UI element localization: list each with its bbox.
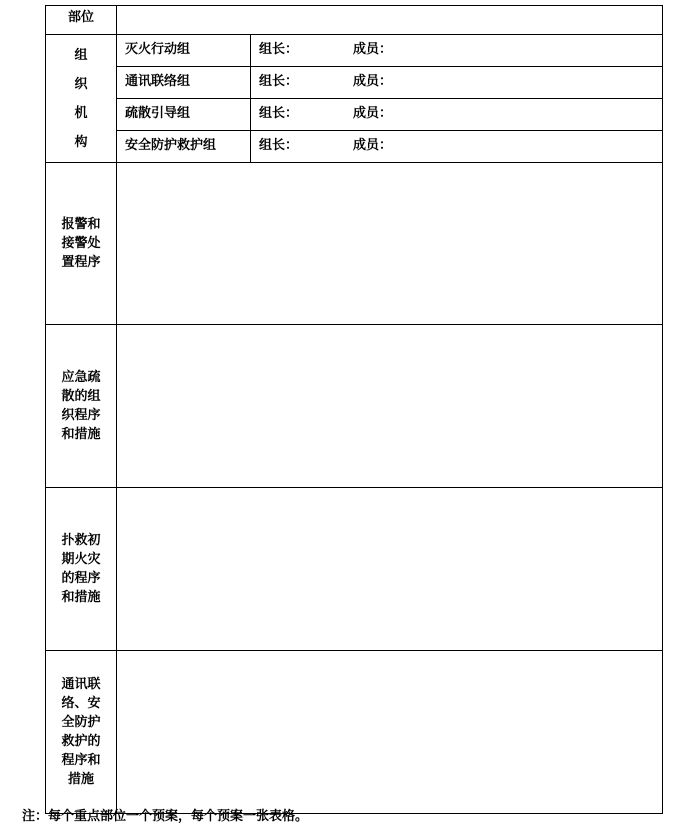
section-label-cell: [46, 488, 117, 651]
organization-row: [46, 35, 663, 163]
leader-label: 组长：: [259, 74, 299, 89]
section-row-evacuation: [46, 325, 663, 488]
member-label: 成员：: [353, 106, 393, 121]
group-leader-member-cell[interactable]: [251, 131, 663, 163]
group-leader-member-cell[interactable]: [251, 67, 663, 99]
member-label: 成员：: [353, 42, 393, 57]
section-label-cell: [46, 163, 117, 325]
section-content-cell[interactable]: [117, 163, 663, 325]
leader-label: 组长：: [259, 42, 299, 57]
group-row-communication: [117, 67, 662, 99]
group-row-safety-rescue: [117, 131, 662, 163]
member-label: 成员：: [353, 74, 393, 89]
section-row-communication-safety: [46, 651, 663, 814]
location-value-cell[interactable]: [117, 6, 663, 35]
organization-groups-table: [117, 35, 662, 162]
group-name: 通讯联络组: [117, 67, 251, 99]
footnote: 注：每个重点部位一个预案，每个预案一张表格。: [22, 809, 309, 824]
organization-label-char: 机: [74, 105, 88, 121]
location-label: 部位: [46, 6, 117, 35]
section-label: 报警和接警处置程序: [61, 217, 101, 270]
organization-groups-cell: [117, 35, 663, 163]
section-label: 通讯联络、安全防护救护的程序和措施: [61, 677, 101, 787]
section-row-alarm: [46, 163, 663, 325]
section-label: 应急疏散的组织程序和措施: [61, 370, 101, 442]
organization-label: [46, 35, 117, 163]
location-row: [46, 6, 663, 35]
group-leader-member-cell[interactable]: [251, 35, 663, 67]
section-label-cell: [46, 325, 117, 488]
organization-label-char: 构: [74, 134, 88, 150]
organization-label-char: 织: [74, 76, 88, 92]
section-label-cell: [46, 651, 117, 814]
section-row-firefighting: [46, 488, 663, 651]
group-name: 疏散引导组: [117, 99, 251, 131]
section-content-cell[interactable]: [117, 488, 663, 651]
leader-label: 组长：: [259, 106, 299, 121]
member-label: 成员：: [353, 138, 393, 153]
emergency-plan-form: [45, 5, 663, 814]
group-name: 安全防护救护组: [117, 131, 251, 163]
group-row-evacuation: [117, 99, 662, 131]
organization-label-char: 组: [74, 47, 88, 63]
section-content-cell[interactable]: [117, 651, 663, 814]
group-leader-member-cell[interactable]: [251, 99, 663, 131]
group-name: 灭火行动组: [117, 35, 251, 67]
leader-label: 组长：: [259, 138, 299, 153]
group-row-fire-action: [117, 35, 662, 67]
section-content-cell[interactable]: [117, 325, 663, 488]
section-label: 扑救初期火灾的程序和措施: [61, 533, 101, 605]
